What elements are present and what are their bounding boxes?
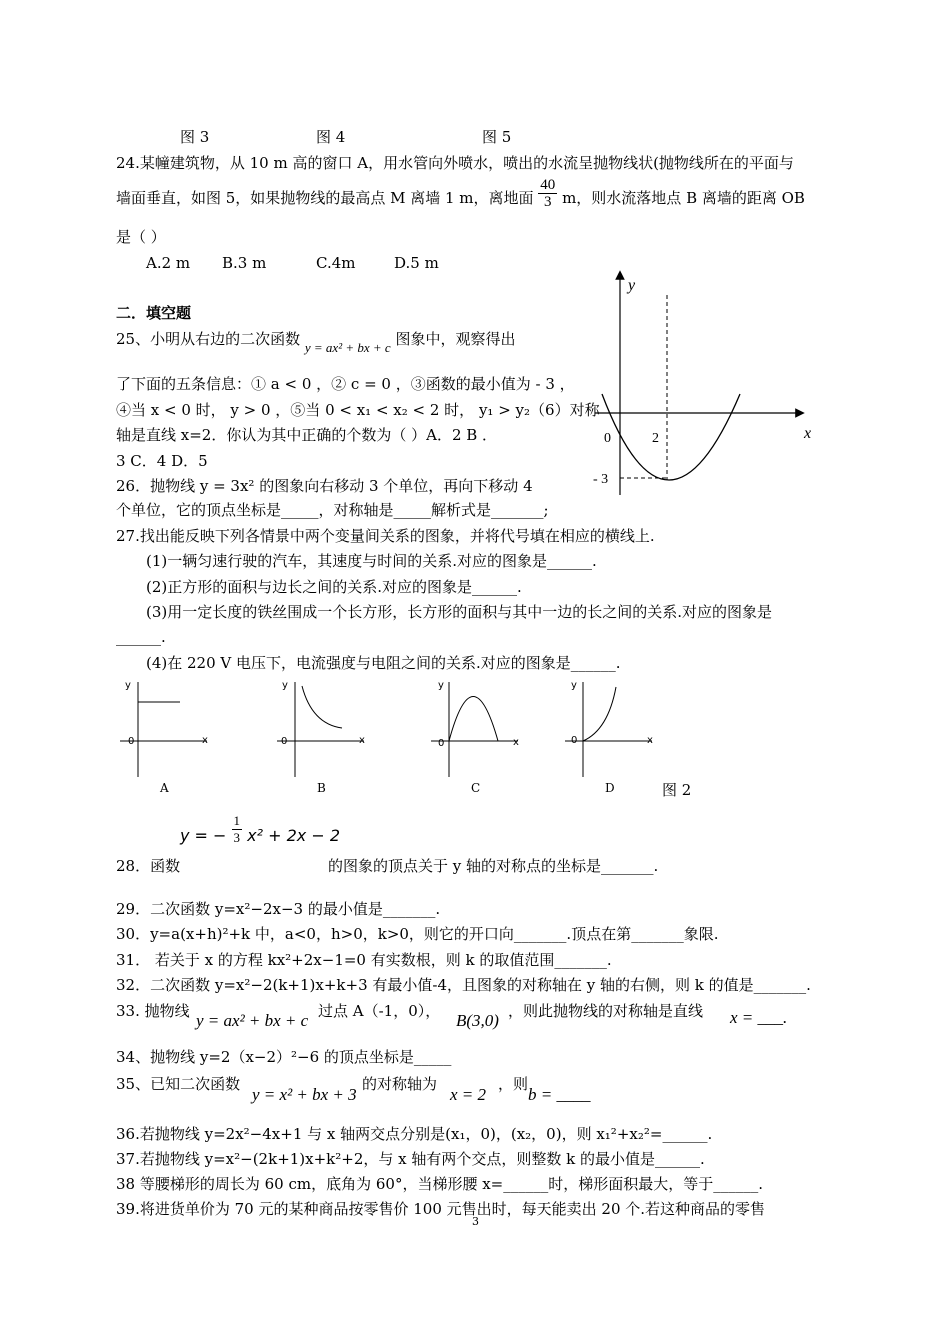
q28-frac-num: 1	[233, 813, 241, 828]
svg-text:y: y	[125, 680, 131, 691]
graph-b-label: B	[317, 781, 326, 795]
q33-formula: y = ax² + bx + c	[196, 1011, 309, 1030]
q35-c: ，则	[498, 1075, 529, 1093]
q26-line2: 个单位，它的顶点坐标是_____，对称轴是_____解析式是_______;	[116, 501, 549, 519]
q35-end: b = ____	[528, 1085, 591, 1104]
q25-line2: 了下面的五条信息：① a < 0 ，② c = 0 ，③函数的最小值为 - 3 ，	[116, 375, 575, 393]
q32: 32．二次函数 y=x²−2(k+1)x+k+3 有最小值-4，且图象的对称轴在 y 轴的右侧，则 k 的值是_______.	[116, 976, 811, 994]
q28-fraction	[232, 813, 243, 846]
page-number: 3	[472, 1215, 479, 1228]
q27-line1: 27.找出能反映下列各情景中两个变量间关系的图象，并将代号填在相应的横线上.	[116, 527, 655, 545]
q25-line1	[116, 329, 516, 355]
q34: 34、抛物线 y=2（x−2）²−6 的顶点坐标是_____	[116, 1048, 452, 1066]
q27-graph-b	[272, 672, 382, 802]
section-title: 二．填空题	[116, 304, 192, 322]
svg-text:x: x	[202, 735, 208, 746]
graph-b-curve	[302, 686, 342, 728]
q24-option-a: A.2 m	[146, 254, 191, 272]
q24-option-d: D.5 m	[394, 254, 439, 272]
q33-point: B(3,0)	[456, 1011, 499, 1030]
origin-label: 0	[604, 431, 611, 446]
q25-parabola-graph	[590, 270, 840, 500]
q24-line2a: 墙面垂直，如图 5，如果抛物线的最高点 M 离墙 1 m，离地面	[116, 189, 534, 207]
q28-suffix: 的图象的顶点关于 y 轴的对称点的坐标是_______.	[328, 857, 659, 875]
svg-text:x: x	[359, 735, 365, 746]
q33-c: ，则此抛物线的对称轴是直线	[508, 1002, 704, 1020]
q36: 36.若抛物线 y=2x²−4x+1 与 x 轴两交点分别是(x₁，0)，(x₂，0)，则 x₁²+x₂²=______.	[116, 1125, 713, 1143]
q25-line3: ④当 x < 0 时， y > 0 ，⑤当 0 < x₁ < x₂ < 2 时， y₁ > y₂（6）对称	[116, 401, 600, 419]
svg-text:x: x	[647, 735, 653, 746]
q24-line3: 是（ ）	[116, 228, 166, 246]
q35-formula: y = x² + bx + 3	[252, 1085, 357, 1104]
q33-b: 过点 A（-1，0），	[318, 1002, 441, 1020]
svg-text:y: y	[282, 680, 288, 691]
q35-axis: x = 2	[450, 1085, 487, 1104]
q28-prefix: 28．函数	[116, 857, 181, 875]
q25-line4: 轴是直线 x=2．你认为其中正确的个数为（ ）A．2 B ．	[116, 426, 498, 444]
q29: 29．二次函数 y=x²−2x−3 的最小值是_______.	[116, 900, 441, 918]
svg-text:0: 0	[571, 735, 578, 746]
q24-line2b: m，则水流落地点 B 离墙的距离 OB	[562, 189, 805, 207]
q28-formula-lhs: y = −	[180, 826, 227, 845]
q27-item-3-cont: ______.	[116, 628, 166, 646]
q31: 31． 若关于 x 的方程 kx²+2x−1=0 有实数根，则 k 的取值范围_______.	[116, 951, 612, 969]
q27-graph-c	[426, 672, 536, 802]
figure-label-4: 图 4	[316, 128, 346, 146]
graph-d-label: D	[605, 781, 615, 795]
q24-option-c: C.4m	[316, 254, 356, 272]
q38: 38 等腰梯形的周长为 60 cm，底角为 60°，当梯形腰 x=______时，梯形面积最大，等于______.	[116, 1175, 764, 1193]
svg-text:y: y	[571, 680, 577, 691]
q33-end: x = ___.	[730, 1008, 788, 1027]
graph-c-curve	[449, 697, 498, 742]
q26-line1: 26．抛物线 y = 3x² 的图象向右移动 3 个单位，再向下移动 4	[116, 477, 533, 495]
q35-a: 35、已知二次函数	[116, 1075, 241, 1093]
q24-line1: 24.某幢建筑物，从 10 m 高的窗口 A，用水管向外喷水，喷出的水流呈抛物线状(抛物线所在的平面与	[116, 154, 794, 172]
q28-formula-rhs: x² + 2x − 2	[247, 826, 341, 845]
q37: 37.若抛物线 y=x²−(2k+1)x+k²+2，与 x 轴有两个交点，则整数 k 的最小值是______.	[116, 1150, 705, 1168]
graph-a-label: A	[160, 781, 169, 795]
svg-text:x: x	[513, 737, 519, 748]
graph-d-curve	[583, 687, 616, 741]
svg-text:y: y	[438, 680, 444, 691]
figure-label-5: 图 5	[482, 128, 512, 146]
q30: 30．y=a(x+h)²+k 中，a<0，h>0，k>0，则它的开口向_______.顶点在第_______象限.	[116, 925, 719, 943]
x-label: x	[804, 425, 812, 442]
q24-option-b: B.3 m	[222, 254, 267, 272]
q27-item-3: (3)用一定长度的铁丝围成一个长方形，长方形的面积与其中一边的长之间的关系.对应的图象是	[146, 603, 773, 621]
q24-frac-num: 40	[540, 176, 556, 193]
tick-2-label: 2	[652, 431, 659, 446]
q28-frac-den: 3	[233, 830, 241, 845]
graph-c-label: C	[471, 781, 481, 795]
q28-formula	[180, 813, 341, 846]
figure-label-3: 图 3	[180, 128, 210, 146]
q33-a: 33. 抛物线	[116, 1002, 190, 1020]
q27-item-1: (1)一辆匀速行驶的汽车，其速度与时间的关系.对应的图象是______.	[146, 552, 597, 570]
q24-fraction	[538, 177, 557, 210]
q25-line1a: 25、小明从右边的二次函数	[116, 330, 301, 348]
q25-line1b: 图象中，观察得出	[395, 330, 516, 348]
svg-text:0: 0	[128, 736, 135, 747]
q25-line5: 3 C．4 D．5	[116, 452, 208, 470]
q25-formula: y = ax² + bx + c	[304, 340, 391, 355]
q27-item-2: (2)正方形的面积与边长之间的关系.对应的图象是______.	[146, 578, 522, 596]
svg-text:0: 0	[438, 738, 445, 749]
q27-graph-a	[115, 672, 225, 802]
q35-b: 的对称轴为	[362, 1075, 438, 1093]
q27-item-4: (4)在 220 V 电压下，电流强度与电阻之间的关系.对应的图象是______.	[146, 654, 621, 672]
q24-frac-den: 3	[544, 193, 552, 210]
q27-figure-label: 图 2	[662, 781, 692, 799]
q27-graph-d	[560, 672, 670, 802]
svg-text:0: 0	[281, 736, 288, 747]
q39: 39.将进货单价为 70 元的某种商品按零售价 100 元售出时，每天能卖出 20 个.若这种商品的零售	[116, 1200, 766, 1218]
tick-minus3-label: - 3	[593, 472, 609, 487]
q24-line2	[116, 176, 805, 210]
y-label: y	[628, 277, 636, 294]
parabola	[602, 394, 740, 480]
